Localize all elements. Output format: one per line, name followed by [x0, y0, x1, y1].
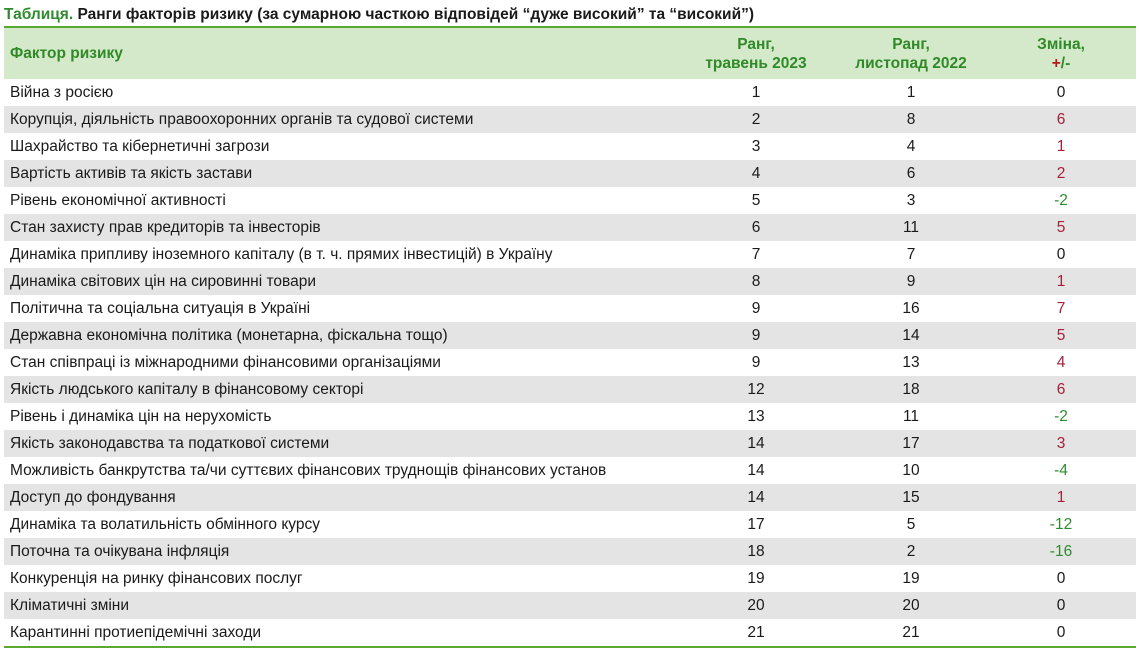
risk-factor-name: Доступ до фондування: [10, 489, 176, 506]
rank-nov-2022: 14: [902, 327, 920, 344]
rank-may-2023: 3: [751, 138, 761, 155]
table-row: [4, 565, 1136, 592]
rank-may-2023: 14: [747, 462, 765, 479]
risk-factor-name: Рівень і динаміка цін на нерухомість: [10, 408, 272, 425]
rank-nov-2022: 10: [902, 462, 920, 479]
rank-nov-2022: 7: [906, 246, 916, 263]
table-row: [4, 619, 1136, 647]
table-row: [4, 322, 1136, 349]
rank-may-2023: 2: [751, 111, 761, 128]
caption-text: Ранги факторів ризику (за сумарною часткою відповідей “дуже високий” та “високий”): [73, 6, 755, 23]
rank-may-2023: 4: [751, 165, 761, 182]
risk-factor-name: Якість людського капіталу в фінансовому секторі: [10, 381, 364, 398]
table-row: [4, 376, 1136, 403]
header-row: [4, 27, 1136, 79]
table-row: [4, 160, 1136, 187]
header-change-line1: Зміна,: [1037, 35, 1085, 53]
rank-change: 0: [1056, 624, 1066, 641]
header-rank-may-line1: Ранг,: [737, 35, 775, 53]
risk-factor-name: Конкуренція на ринку фінансових послуг: [10, 570, 303, 587]
rank-may-2023: 14: [747, 435, 765, 452]
rank-nov-2022: 13: [902, 354, 920, 371]
rank-may-2023: 8: [751, 273, 761, 290]
rank-change: 0: [1056, 246, 1066, 263]
rank-change: 0: [1056, 84, 1066, 101]
header-change-minus: /-: [1060, 54, 1071, 72]
rank-may-2023: 9: [751, 354, 761, 371]
rank-may-2023: 19: [747, 570, 765, 587]
header-rank-may-2023: [676, 27, 836, 79]
rank-change: 0: [1056, 597, 1066, 614]
rank-may-2023: 17: [747, 516, 765, 533]
table-row: [4, 295, 1136, 322]
risk-factor-name: Якість законодавства та податкової системи: [10, 435, 330, 452]
rank-nov-2022: 9: [906, 273, 916, 290]
rank-change: 5: [1056, 327, 1066, 344]
risk-factor-name: Корупція, діяльність правоохоронних органів та судової системи: [10, 111, 474, 128]
table-row: [4, 430, 1136, 457]
rank-nov-2022: 8: [906, 111, 916, 128]
risk-factors-table: [4, 26, 1136, 648]
table-row: [4, 511, 1136, 538]
rank-change: 1: [1056, 138, 1066, 155]
rank-may-2023: 6: [751, 219, 761, 236]
table-row: [4, 214, 1136, 241]
table-row: [4, 403, 1136, 430]
table-row: [4, 79, 1136, 106]
rank-change: 4: [1056, 354, 1066, 371]
rank-change: -12: [1049, 516, 1073, 533]
header-rank-may-line2: травень 2023: [705, 54, 807, 72]
rank-nov-2022: 11: [902, 219, 920, 236]
table-row: [4, 241, 1136, 268]
rank-nov-2022: 3: [906, 192, 916, 209]
table-row: [4, 457, 1136, 484]
rank-nov-2022: 6: [906, 165, 916, 182]
risk-factor-name: Поточна та очікувана інфляція: [10, 543, 230, 560]
table-row: [4, 349, 1136, 376]
rank-change: -16: [1049, 543, 1073, 560]
rank-change: -2: [1054, 408, 1068, 425]
risk-factor-name: Війна з росією: [10, 84, 114, 101]
risk-factor-name: Карантинні протиепідемічні заходи: [10, 624, 262, 641]
rank-change: 1: [1056, 489, 1066, 506]
risk-factor-name: Стан співпраці із міжнародними фінансовими організаціями: [10, 354, 441, 371]
rank-change: 3: [1056, 435, 1066, 452]
header-rank-nov-line1: Ранг,: [892, 35, 930, 53]
rank-nov-2022: 15: [902, 489, 920, 506]
risk-factor-name: Динаміка припливу іноземного капіталу (в т. ч. прямих інвестицій) в Україну: [10, 246, 553, 263]
table-row: [4, 187, 1136, 214]
rank-nov-2022: 21: [902, 624, 920, 641]
rank-may-2023: 20: [747, 597, 765, 614]
rank-may-2023: 5: [751, 192, 761, 209]
rank-nov-2022: 4: [906, 138, 916, 155]
table-row: [4, 133, 1136, 160]
table-row: [4, 592, 1136, 619]
header-rank-nov-2022: [836, 27, 986, 79]
rank-may-2023: 21: [747, 624, 765, 641]
rank-change: 6: [1056, 111, 1066, 128]
header-change: [986, 27, 1136, 79]
risk-factor-name: Вартість активів та якість застави: [10, 165, 253, 182]
caption-prefix: Таблиця.: [4, 6, 74, 23]
rank-may-2023: 14: [747, 489, 765, 506]
risk-factor-name: Державна економічна політика (монетарна, фіскальна тощо): [10, 327, 448, 344]
table-row: [4, 484, 1136, 511]
rank-nov-2022: 20: [902, 597, 920, 614]
table-row: [4, 106, 1136, 133]
risk-factor-name: Кліматичні зміни: [10, 597, 130, 614]
risk-factor-name: Динаміка та волатильність обмінного курсу: [10, 516, 320, 533]
risk-factor-name: Динаміка світових цін на сировинні товари: [10, 273, 316, 290]
header-change-plus: +: [1051, 54, 1061, 72]
rank-may-2023: 7: [751, 246, 761, 263]
rank-change: 7: [1056, 300, 1066, 317]
rank-may-2023: 9: [751, 300, 761, 317]
rank-nov-2022: 2: [906, 543, 916, 560]
rank-change: -2: [1054, 192, 1068, 209]
table-header: [4, 27, 1136, 79]
rank-change: 2: [1056, 165, 1066, 182]
rank-change: 5: [1056, 219, 1066, 236]
rank-nov-2022: 19: [902, 570, 920, 587]
rank-change: 0: [1056, 570, 1066, 587]
risk-factor-name: Шахрайство та кібернетичні загрози: [10, 138, 270, 155]
rank-nov-2022: 16: [902, 300, 920, 317]
rank-change: 6: [1056, 381, 1066, 398]
header-rank-nov-line2: листопад 2022: [855, 54, 967, 72]
rank-nov-2022: 17: [902, 435, 920, 452]
table-body: [4, 79, 1136, 647]
rank-may-2023: 12: [747, 381, 765, 398]
risk-factor-name: Рівень економічної активності: [10, 192, 226, 209]
header-factor: Фактор ризику: [10, 45, 123, 62]
rank-nov-2022: 18: [902, 381, 920, 398]
rank-nov-2022: 5: [906, 516, 916, 533]
table-caption: [4, 4, 754, 26]
risk-factor-name: Політична та соціальна ситуація в Україні: [10, 300, 311, 317]
table-row: [4, 268, 1136, 295]
table-row: [4, 538, 1136, 565]
risk-factor-name: Можливість банкрутства та/чи суттєвих фінансових труднощів фінансових установ: [10, 462, 607, 479]
rank-nov-2022: 1: [906, 84, 916, 101]
rank-may-2023: 1: [751, 84, 761, 101]
rank-change: 1: [1056, 273, 1066, 290]
rank-change: -4: [1054, 462, 1068, 479]
risk-factor-name: Стан захисту прав кредиторів та інвесторів: [10, 219, 321, 236]
rank-may-2023: 9: [751, 327, 761, 344]
rank-may-2023: 18: [747, 543, 765, 560]
rank-may-2023: 13: [747, 408, 765, 425]
rank-nov-2022: 11: [902, 408, 920, 425]
